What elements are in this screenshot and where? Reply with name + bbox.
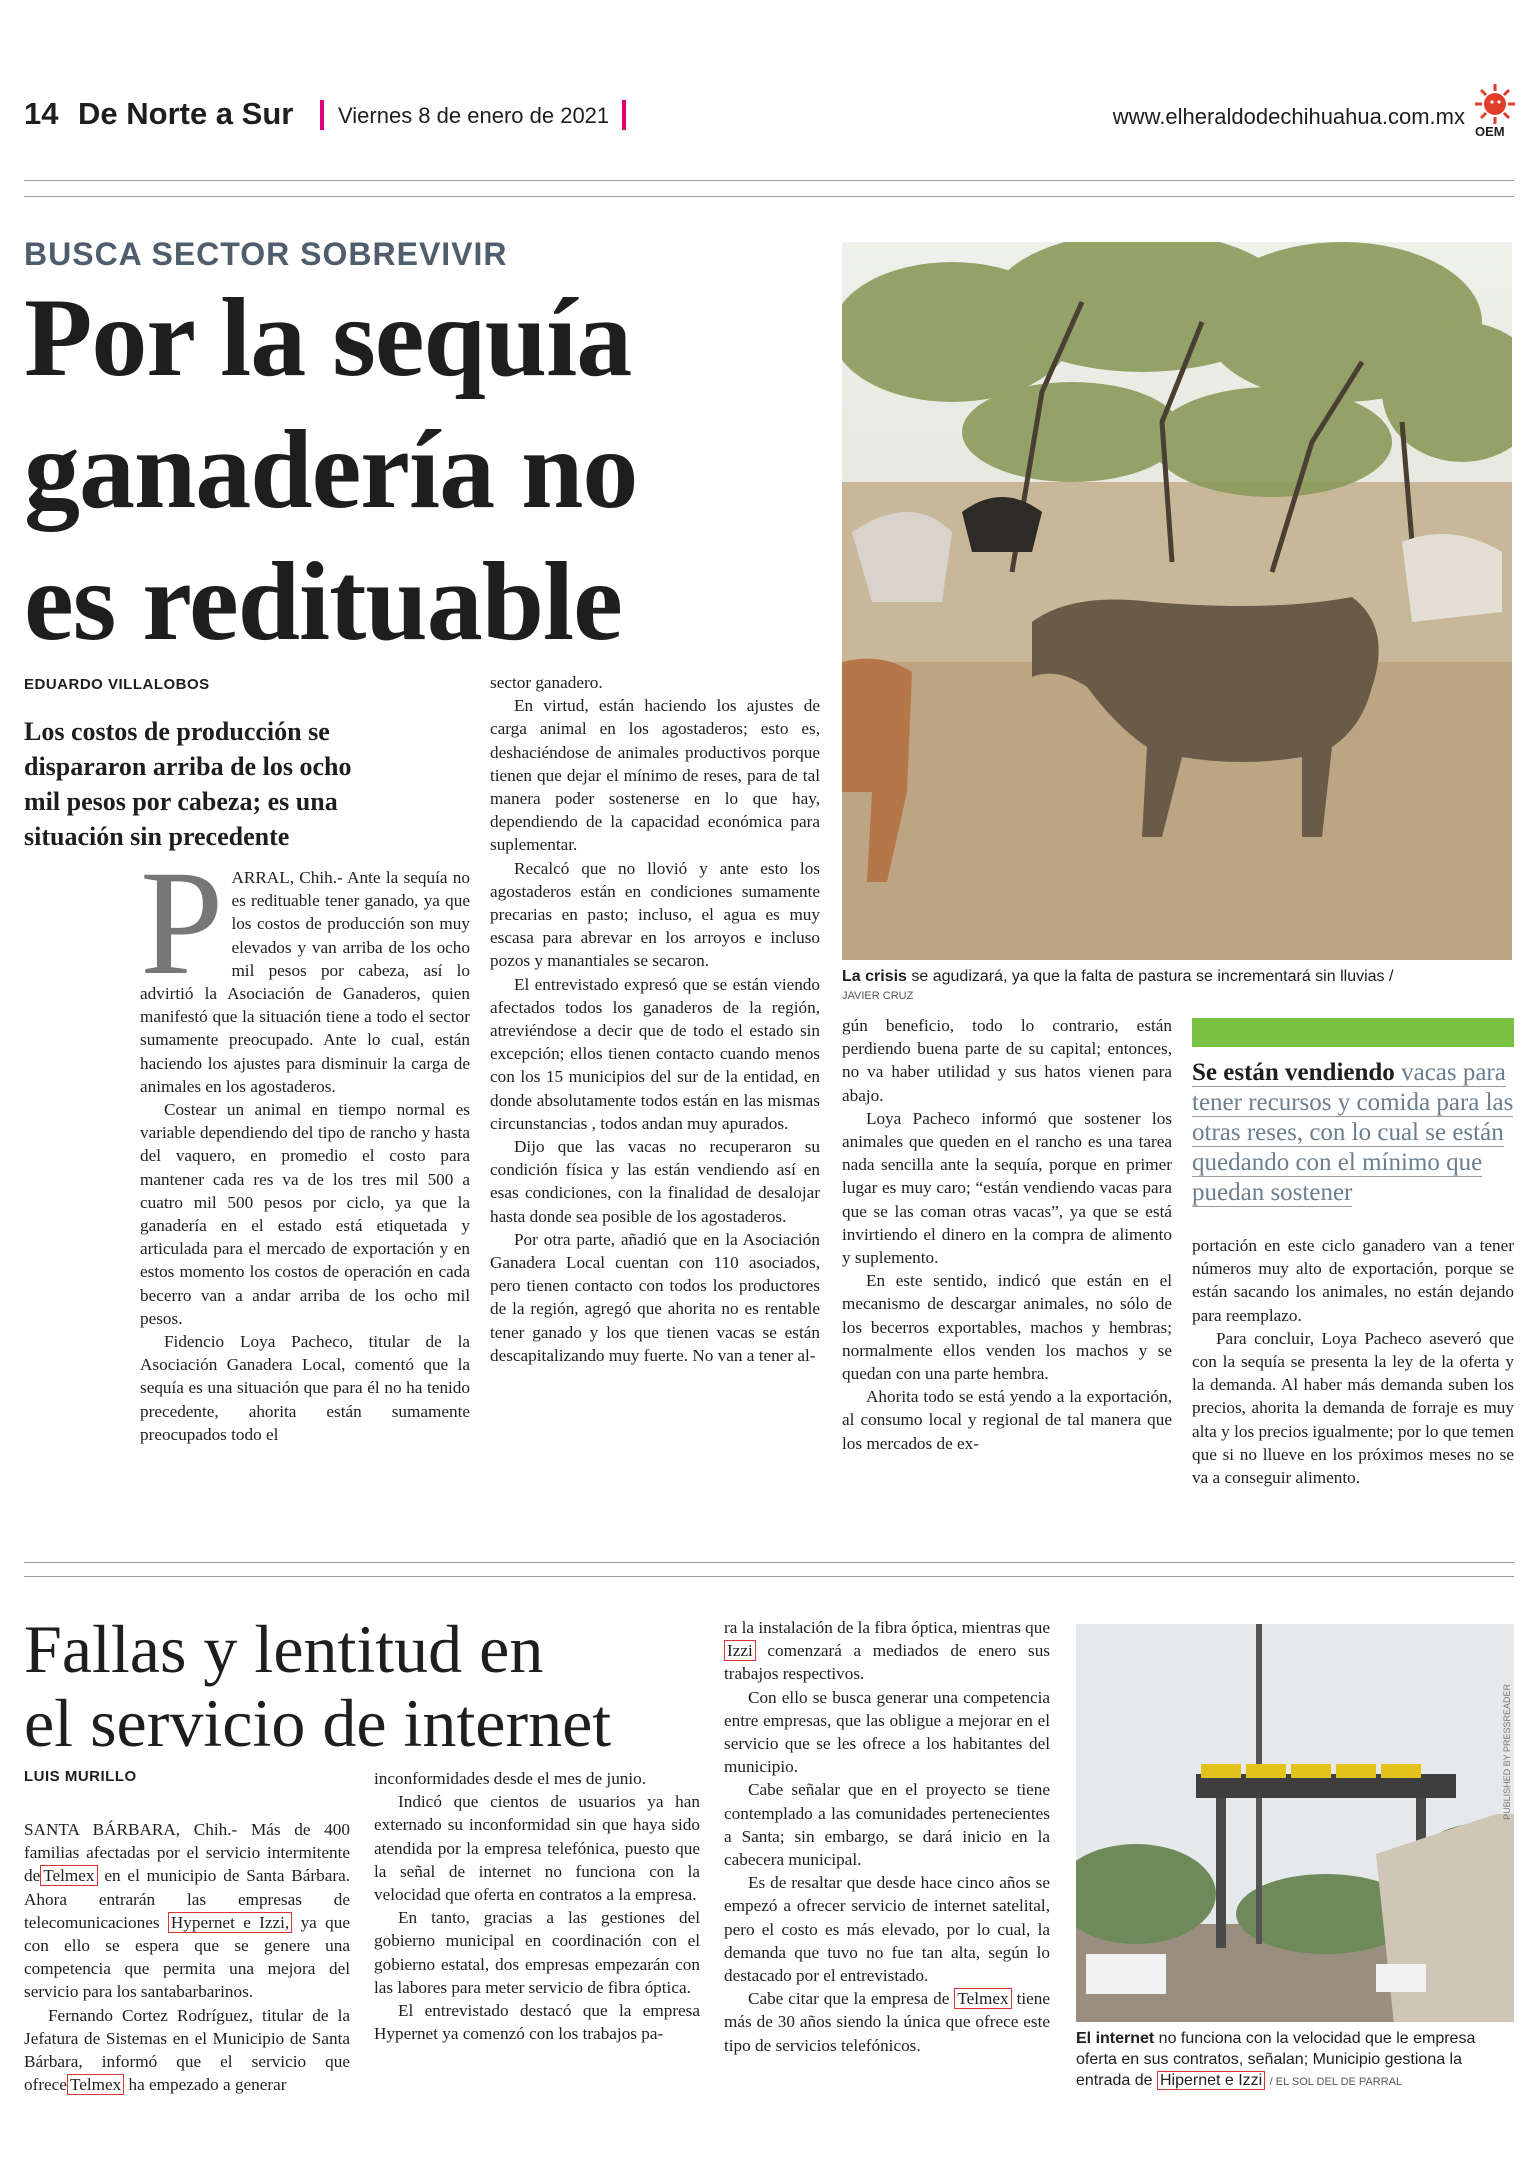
headline-line: es redituable <box>24 540 622 664</box>
section-rule <box>24 1562 1514 1563</box>
paragraph <box>724 1616 1050 1686</box>
article-column-4 <box>1192 1234 1514 1489</box>
header-divider <box>320 100 324 130</box>
antenna-photo <box>1076 1624 1514 2022</box>
headline-line: el servicio de internet <box>24 1685 612 1761</box>
paragraph: ARRAL, Chih.- Ante la sequía no es redituable tener ganado, ya que los costos de producción son muy elevados y van arriba de los ocho mil pesos por cabeza, así lo advirtió la Asociación de Ganaderos, quien manifestó que la situación tiene a todo el sector sumamente preocupado. Ante lo cual, están haciendo los ajustes para disminuir la carga de animales en los agostaderos. <box>140 868 470 1096</box>
article-column-1 <box>140 840 470 1446</box>
paragraph: Por otra parte, añadió que en la Asociación Ganadera Local cuentan con 110 asociados, pero tienen contacto con todos los productores de la región, agregó que ahorita no es rentable tener ganado y los que tienen vacas se están descapitalizando muy fuerte. No van a tener al- <box>490 1229 820 1365</box>
headline <box>24 272 834 668</box>
paragraph: inconformidades desde el mes de junio. <box>374 1769 647 1788</box>
caption-lead: El internet <box>1076 2030 1155 2047</box>
paragraph: Cabe señalar que en el proyecto se tiene contemplado a las comunidades pertenecientes a Santa; sin embargo, se dará inicio en la cabecera municipal. <box>724 1780 1050 1870</box>
paragraph: En este sentido, indicó que están en el mecanismo de descargar animales, no sólo de los becerros exportables, machos y hembras; normalmente ellos venden los machos y se quedan con una parte hembra. <box>842 1271 1172 1384</box>
paragraph: Es de resaltar que desde hace cinco años se empezó a ofrecer servicio de internet satelital, pero el costo es más elevado, por lo cual, la demanda que tuvo no fue tan alta, según lo destacado por el entrevistado. <box>724 1873 1050 1986</box>
photo-caption <box>842 966 1512 987</box>
article2-column-3 <box>724 1616 1050 2057</box>
text-run: ya que con ello se espera que se genere una competencia que permita una mejora del servicio para los santabarbarinos. <box>24 1912 350 2002</box>
paragraph: sector ganadero. <box>490 673 603 692</box>
paragraph: Loya Pacheco informó que sostener los animales que queden en el rancho es una tarea nada sencilla ante la sequía, porque en primer lugar es muy caro; “están vendiendo vacas para que se las coman otras vacas”, ya que se está invirtiendo el dinero en la compra de alimento y suplemento. <box>842 1108 1172 1268</box>
paragraph: En tanto, gracias a las gestiones del gobierno municipal en coordinación con el gobierno estatal, dos empresas empezarán con las labores para meter servicio de fibra óptica. <box>374 1908 700 1997</box>
article2-column-1 <box>24 1818 350 2096</box>
pullquote-bar <box>1192 1018 1514 1047</box>
pullquote-lead: Se están vendiendo <box>1192 1059 1395 1086</box>
telmex-highlight: Telmex <box>40 1865 97 1886</box>
pullquote-text: vacas para tener recursos y comida para las otras reses, con lo cual se están quedando con el mínimo que puedan sostener <box>1192 1059 1514 1206</box>
text-run: tiene más de 30 años siendo la única que ofrece este tipo de servicios telefónicos. <box>724 1989 1050 2055</box>
paragraph: portación en este ciclo ganadero van a tener números muy alto de exportación, porque se están sacando los animales, no están dejando para reemplazo. <box>1192 1236 1514 1325</box>
paragraph: Ahorita todo se está yendo a la exportación, al consumo local y regional de tal manera que los mercados de ex- <box>842 1387 1172 1453</box>
paragraph <box>24 2004 350 2097</box>
section-rule <box>24 1576 1514 1577</box>
paragraph <box>724 1987 1050 2057</box>
logo-text: OEM <box>1475 124 1505 139</box>
paragraph: Para concluir, Loya Pacheco aseveró que con la sequía se presenta la ley de la oferta y la demanda. Al haber más demanda suben los precios, ahorita la demanda de forraje es muy alta y los precios igualmente; por lo que temen que si no llueve en los próximos meses no se va a conseguir alimento. <box>1192 1328 1514 1488</box>
photo-credit: / EL SOL DEL DE PARRAL <box>1269 2076 1403 2088</box>
headline-line: Fallas y lentitud en <box>24 1611 544 1687</box>
text-run: comenzará a mediados de enero sus trabajos respectivos. <box>724 1641 1050 1684</box>
paragraph: Con ello se busca generar una competencia entre empresas, que las obligue a mejorar en el servicio que se les ofrece a los habitantes del municipio. <box>724 1687 1050 1777</box>
dropcap: P <box>140 840 224 1006</box>
paragraph: El entrevistado destacó que la empresa Hypernet ya comenzó con los trabajos pa- <box>374 2001 700 2044</box>
caption-text: se agudizará, ya que la falta de pastura se incrementará sin lluvias / <box>906 968 1394 985</box>
article-column-2 <box>490 671 820 1367</box>
photo-credit: JAVIER CRUZ <box>842 990 914 1002</box>
article2-column-2 <box>374 1767 700 2045</box>
hypernet-izzi-highlight: Hypernet e Izzi, <box>168 1912 292 1933</box>
header-rule <box>24 180 1514 181</box>
section-title: De Norte a Sur <box>78 96 294 131</box>
paragraph: Recalcó que no llovió y ante esto los agostaderos están en condiciones sumamente precarias en pasto; incluso, el agua es muy escasa para abrevar en los arroyos e incluso pozos y manantiales se secaron. <box>490 858 820 971</box>
paragraph: El entrevistado expresó que se están viendo afectados todos los ganaderos de la región, atreviéndose a decir que de todo el estado sin excepción; ellos tienen contacto cuando menos con los 15 municipios del sur de la entidad, en donde absolutamente todos están en las mismas circunstancias , todos andan muy apurados. <box>490 974 820 1133</box>
kicker: BUSCA SECTOR SOBREVIVIR <box>24 236 508 272</box>
headline-2 <box>24 1612 724 1760</box>
paragraph: Dijo que las vacas no recuperaron su condición física y las están vendiendo así en esas condiciones, con la finalidad de desalojar hasta donde sea posible de los agostaderos. <box>490 1137 820 1226</box>
paragraph: gún beneficio, todo lo contrario, están perdiendo buena parte de su capital; entonces, no va haber utilidad y sus hatos vienen para abajo. <box>842 1016 1172 1105</box>
hipernet-izzi-highlight: Hipernet e Izzi <box>1157 2071 1265 2090</box>
byline-2: LUIS MURILLO <box>24 1768 137 1785</box>
text-run: ra la instalación de la fibra óptica, mientras que <box>724 1618 1050 1637</box>
article-column-3 <box>842 1014 1172 1455</box>
header-rule <box>24 196 1514 197</box>
pullquote <box>1192 1058 1514 1208</box>
byline: EDUARDO VILLALOBOS <box>24 676 210 693</box>
paragraph: Indicó que cientos de usuarios ya han externado su inconformidad sin que haya sido atendida por la empresa telefónica, puesto que la señal de internet no funciona con la velocidad que oferta en contratos a la empresa. <box>374 1792 700 1905</box>
paragraph: Costear un animal en tiempo normal es variable dependiendo del tipo de rancho y hasta del vaquero, en promedio el costo para mantener cada res va de los tres mil 500 a cuatro mil 500 pesos por ciclo, ya que la ganadería en el estado está etiquetada y articulada para el mercado de exportación y en estos momento los costos de operación en cada becerro van a andar arriba de los ocho mil pesos. <box>140 1100 470 1328</box>
cattle-photo <box>842 242 1512 960</box>
issue-date: Viernes 8 de enero de 2021 <box>338 103 610 128</box>
caption-lead: La crisis <box>842 968 907 985</box>
text-run: en el municipio de Santa Bárbara. Ahora entrarán las empresas de telecomunicaciones <box>24 1866 350 1932</box>
headline-line: Por la sequía <box>24 276 632 400</box>
telmex-highlight: Telmex <box>954 1988 1011 2009</box>
page-number: 14 <box>24 96 59 131</box>
paragraph: En virtud, están haciendo los ajustes de carga animal en los agostaderos; esto es, deshaciéndose de animales productivos porque tienen que dejar el mínimo de reses, para de tal manera poder sostenerse en lo que hay, dependiendo de la capacidad económica para suplementar. <box>490 696 820 855</box>
header-divider <box>622 100 626 130</box>
text-run: ha empezado a generar <box>124 2075 287 2095</box>
photo-caption-2 <box>1076 2028 1514 2093</box>
oem-logo <box>1469 80 1521 140</box>
deck: Los costos de producción se dispararon arriba de los ocho mil pesos por cabeza; es una situación sin precedente <box>24 717 352 851</box>
izzi-highlight: Izzi <box>724 1640 756 1661</box>
paragraph <box>24 1818 350 2004</box>
headline-line: ganadería no <box>24 408 638 532</box>
telmex-highlight: Telmex <box>67 2074 124 2095</box>
caption-text: no funciona con la velocidad que le empresa oferta en sus contratos, señalan; Municipio gestiona la entrada de <box>1076 2030 1476 2089</box>
text-run: SANTA BÁRBARA, Chih.- Más de 400 familias afectadas por el servicio intermitente de <box>24 1820 350 1886</box>
site-url[interactable]: www.elheraldodechihuahua.com.mx <box>1112 104 1465 129</box>
photo-watermark: PUBLISHED BY PRESSREADER <box>1502 1684 1512 1820</box>
paragraph: Fidencio Loya Pacheco, titular de la Asociación Ganadera Local, comentó que la sequía es una situación que para él no ha tenido precedente, ahorita están sumamente preocupados todo el <box>140 1332 470 1444</box>
text-run: Fernando Cortez Rodríguez, titular de la Jefatura de Sistemas en el Municipio de Santa Bárbara, informó que el servicio que ofrece <box>24 2005 350 2095</box>
text-run: Cabe citar que la empresa de <box>748 1989 955 2009</box>
